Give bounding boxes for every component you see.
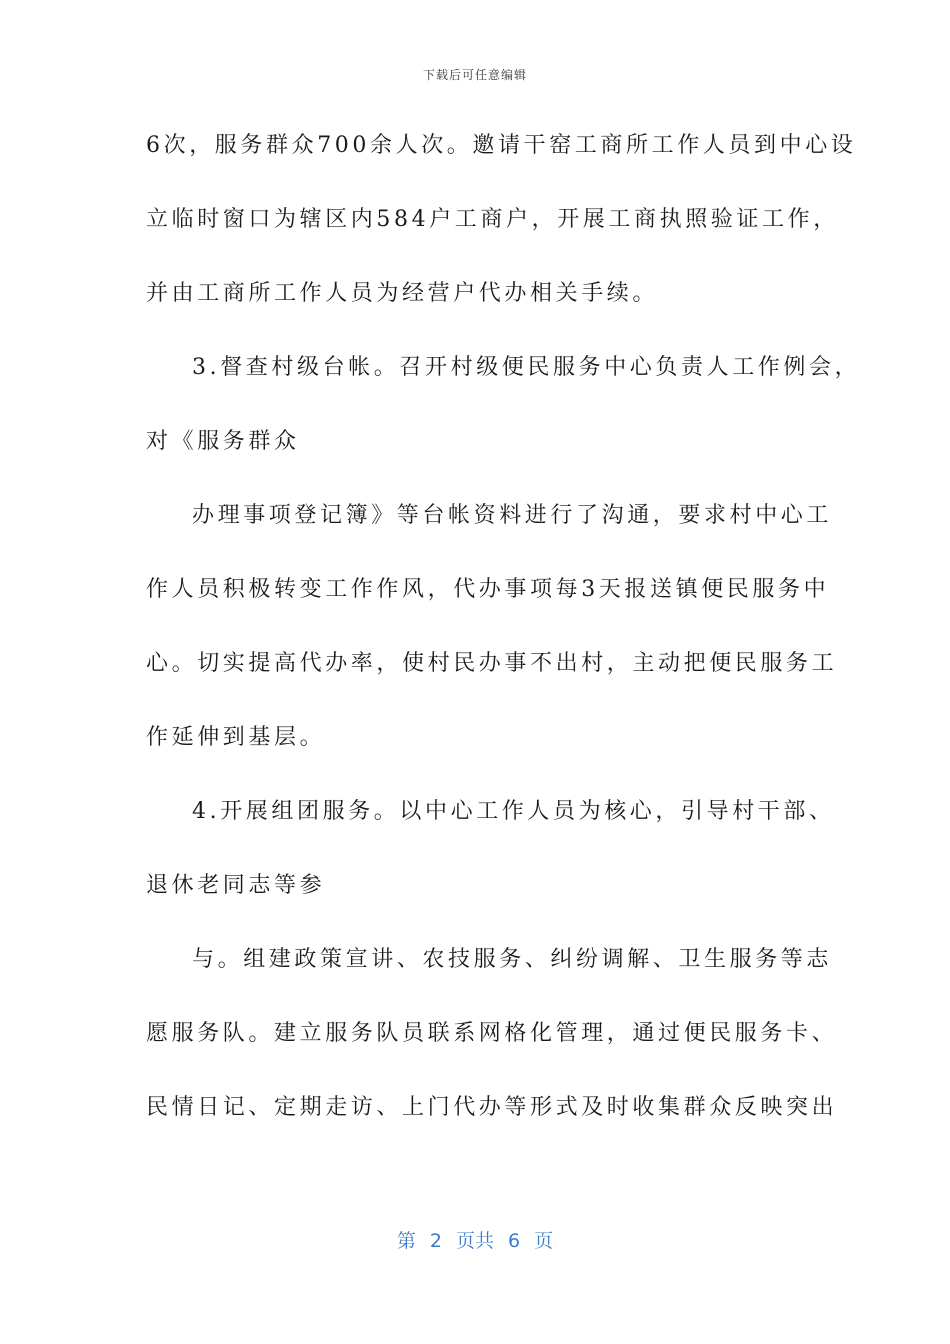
document-body: [146, 124, 861, 1160]
header-note: 下载后可任意编辑: [422, 68, 527, 82]
paragraph-line: 民情日记、定期走访、上门代办等形式及时收集群众反映突出: [146, 1095, 838, 1120]
paragraph-line: 立临时窗口为辖区内584户工商户，开展工商执照验证工作，: [146, 207, 839, 232]
paragraph-line: 6次，服务群众700余人次。邀请干窑工商所工作人员到中心设: [146, 133, 857, 158]
paragraph-line: 4.开展组团服务。以中心工作人员为核心，引导村干部、: [192, 799, 835, 824]
total-pages-number: 6: [508, 1230, 521, 1252]
paragraph-line: 与。组建政策宣讲、农技服务、纠纷调解、卫生服务等志: [192, 947, 833, 972]
page-footer: [0, 1226, 950, 1253]
paragraph-line: 退休老同志等参: [146, 873, 326, 898]
paragraph-line: 办理事项登记簿》等台帐资料进行了沟通，要求村中心工: [192, 503, 833, 528]
paragraph-line: 心。切实提高代办率，使村民办事不出村，主动把便民服务工: [146, 651, 838, 676]
page-middle: 页共: [455, 1230, 494, 1252]
paragraph-line: 对《服务群众: [146, 429, 300, 454]
current-page-number: 2: [429, 1230, 442, 1252]
paragraph-line: 作延伸到基层。: [146, 725, 326, 750]
paragraph-line: 并由工商所工作人员为经营户代办相关手续。: [146, 281, 659, 306]
page-suffix: 页: [534, 1230, 554, 1252]
paragraph-line: 3.督查村级台帐。召开村级便民服务中心负责人工作例会，: [192, 355, 861, 380]
paragraph-line: 愿服务队。建立服务队员联系网格化管理，通过便民服务卡、: [146, 1021, 838, 1046]
paragraph-line: 作人员积极转变工作作风，代办事项每3天报送镇便民服务中: [146, 577, 830, 602]
page-prefix: 第: [396, 1230, 416, 1252]
